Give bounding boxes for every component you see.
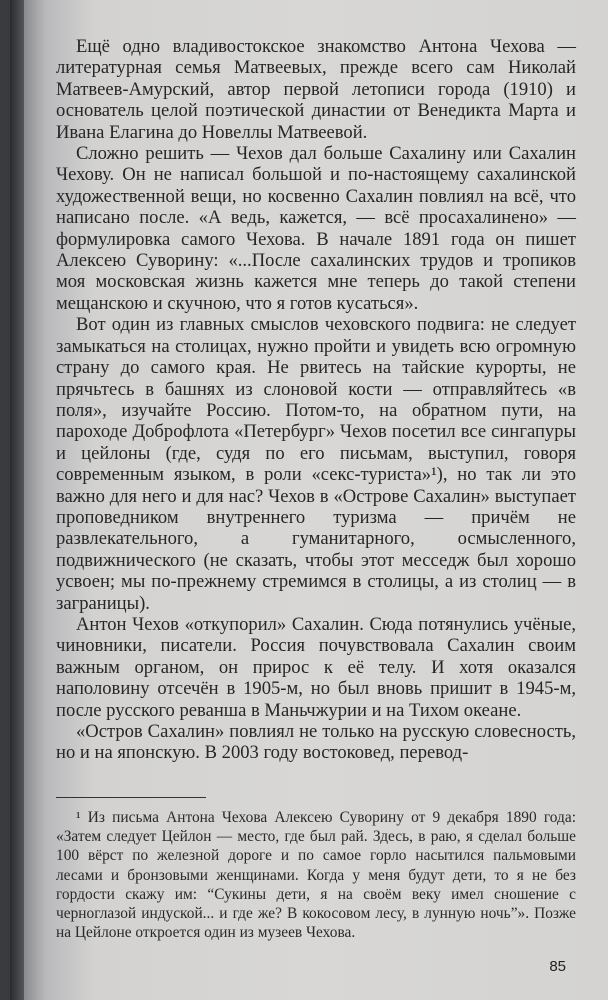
main-text xyxy=(56,36,576,764)
book-spine-shadow xyxy=(10,0,24,1000)
paragraph-2: Сложно решить — Чехов дал больше Сахалину или Сахалин Чехову. Он не написал большой и по-настоящему сахалинской художественной вещи, но косвенно Сахалин повлиял на всё, что написано после. «А ведь, кажется, — всё просахалинено» — формулировка самого Чехова. В начале 1891 года он пишет Алексею Суворину: «...После сахалинских трудов и тропиков моя московская жизнь кажется мне теперь до такой степени мещанскою и скучною, что я готов кусаться». xyxy=(56,143,576,314)
book-page xyxy=(10,0,608,1000)
paragraph-1: Ещё одно владивостокское знакомство Антона Чехова — литературная семья Матвеевых, прежде всего сам Николай Матвеев-Амурский, автор первой летописи города (1910) и основатель целой поэтической династии от Венедикта Марта и Ивана Елагина до Новеллы Матвеевой. xyxy=(56,36,576,143)
footnote-text: ¹ Из письма Антона Чехова Алексею Суворину от 9 декабря 1890 года: «Затем следует Цейлон — место, где был рай. Здесь, в раю, я сделал больше 100 вёрст по железной дороге и по самое горло насытился пальмовыми лесами и бронзовыми женщинами. Когда у меня будут дети, то я не без гордости скажу им: “Сукины дети, я на своём веку имел сношение с черноглазой индуской... и где же? В кокосовом лесу, в лунную ночь”». Позже на Цейлоне откроется один из музеев Чехова. xyxy=(56,809,576,942)
footnote xyxy=(56,808,576,942)
page-number: 85 xyxy=(549,958,566,975)
paragraph-5: «Остров Сахалин» повлиял не только на русскую словесность, но и на японскую. В 2003 году востоковед, перевод- xyxy=(56,721,576,764)
paragraph-4: Антон Чехов «откупорил» Сахалин. Сюда потянулись учёные, чиновники, писатели. Россия почувствовала Сахалин своим важным органом, он прирос к её телу. И хотя оказался наполовину отсечён в 1905-м, но был вновь пришит в 1945-м, после русского реванша в Маньчжурии и на Тихом океане. xyxy=(56,613,576,721)
paragraph-3: Вот один из главных смыслов чеховского подвига: не следует замыкаться на столицах, нужно пройти и увидеть всю огромную страну до самого края. Не рвитесь на тайские курорты, не прячьтесь в башнях из слоновой кости — отправляйтесь «в поля», изучайте Россию. Потом-то, на обратном пути, на пароходе Доброфлота «Петербург» Чехов посетил все сингапуры и цейлоны (где, судя по его письмам, выступил, говоря современным языком, в роли «секс-туриста»¹), но так ли это важно для него и для нас? Чехов в «Острове Сахалин» выступает проповедником внутреннего туризма — причём не развлекательного, а гуманитарного, осмысленного, подвижнического (не сказать, чтобы этот месседж был хорошо усвоен; мы по-прежнему стремимся в столицы, а из столиц — в заграницы). xyxy=(56,314,576,614)
footnote-rule xyxy=(56,797,206,798)
